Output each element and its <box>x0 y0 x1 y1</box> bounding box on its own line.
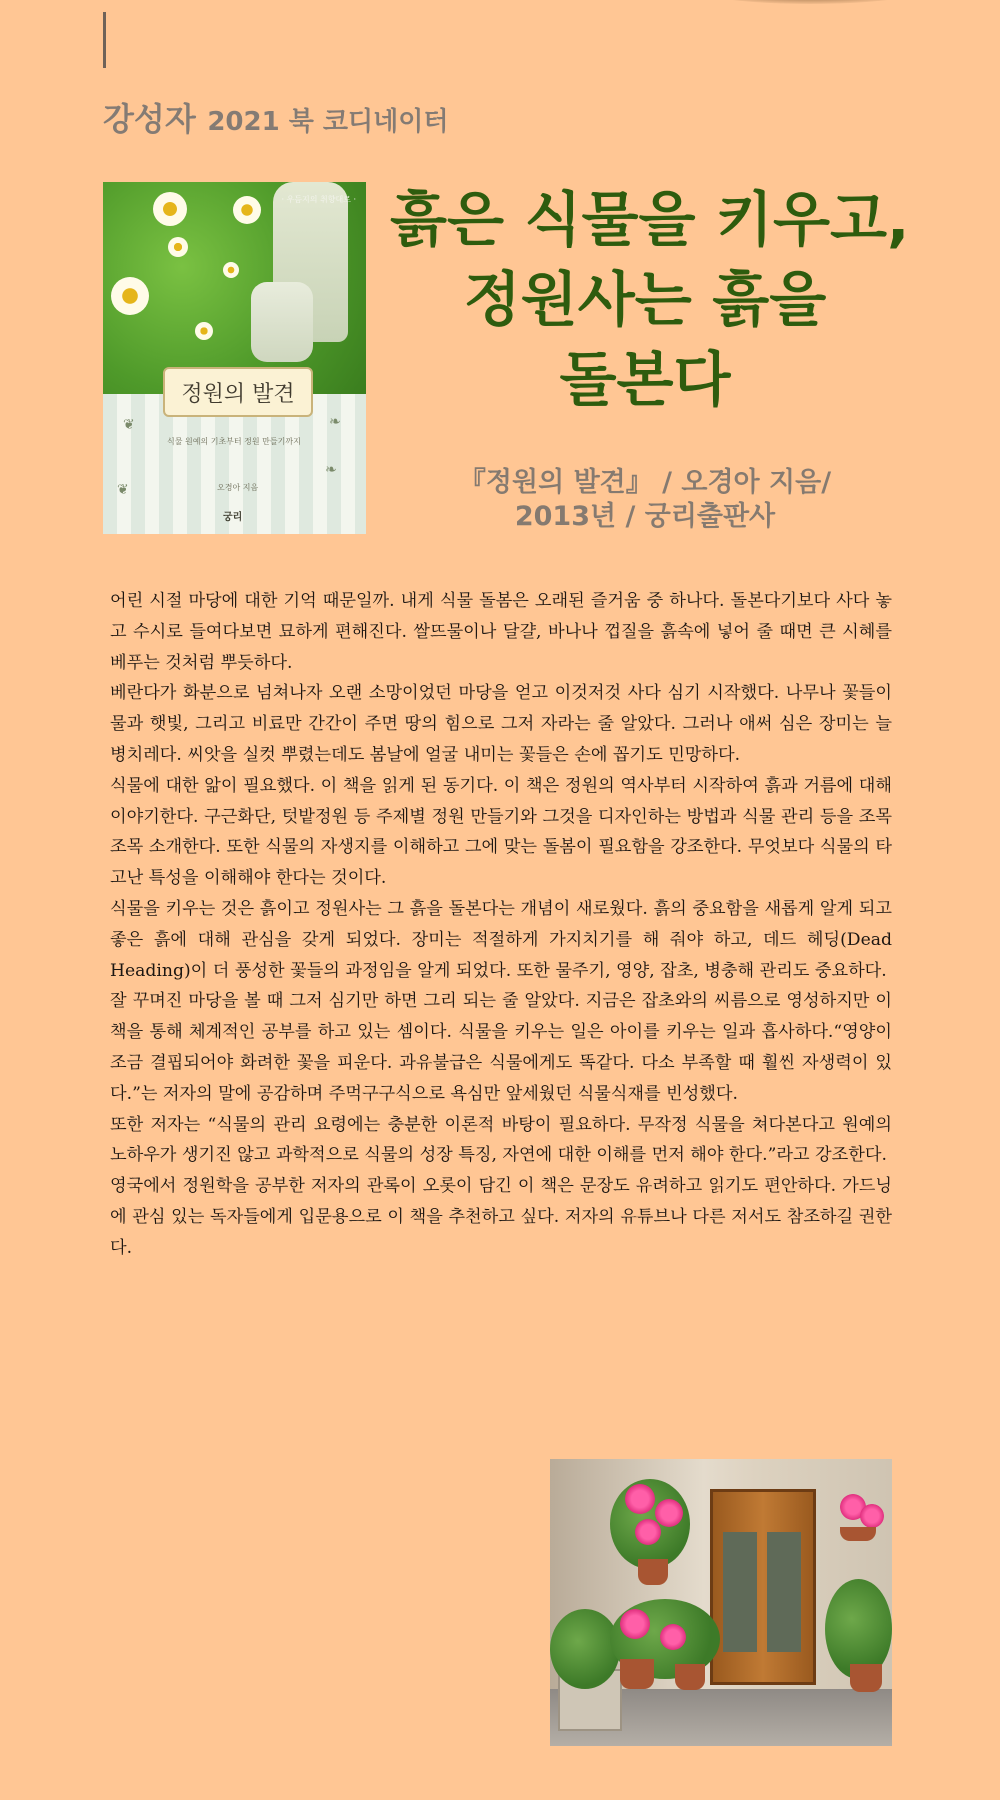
body-paragraph: 잘 꾸며진 마당을 볼 때 그저 심기만 하면 그리 되는 줄 알았다. 지금은 잡초와의 씨름으로 영성하지만 이 책을 통해 체계적인 공부를 하고 있는 셈이다. 식물을 키우는 일은 아이를 키우는 일과 흡사하다.“영양이 조금 결핍되어야 화려한 꽃을 피운다. 과유불급은 식물에게도 똑같다. 다소 부족할 때 훨씬 자생력이 있다.”는 저자의 말에 공감하며 주먹구구식으로 욕심만 앞세웠던 식물식재를 빈성했다. <box>110 991 892 1104</box>
photo-pot <box>840 1527 876 1541</box>
cover-flower <box>223 262 239 278</box>
cover-author: 오경아 지음 <box>217 483 259 492</box>
headline-line: 정원사는 흙을 <box>463 265 827 334</box>
cover-publisher: 궁리 <box>223 512 243 523</box>
book-info-line: 『정원의 발견』 / 오경아 지음/ <box>458 467 832 498</box>
article-headline <box>390 180 910 420</box>
photo-bloom <box>655 1499 683 1527</box>
garden-doorway-photo <box>550 1459 892 1746</box>
photo-bloom <box>860 1504 884 1528</box>
body-paragraph: 베란다가 화분으로 넘쳐나자 오랜 소망이었던 마당을 얻고 이것저것 사다 심기 시작했다. 나무나 꽃들이 물과 햇빛, 그리고 비료만 간간이 주면 땅의 힘으로 그저 자라는 줄 알았다. 그러나 애써 심은 장미는 늘 병치레다. 씨앗을 실컷 뿌렸는데도 봄날에 얼굴 내미는 꽃들은 손에 꼽기도 민망하다. <box>110 683 892 765</box>
body-paragraph: 식물에 대한 앎이 필요했다. 이 책을 읽게 된 동기다. 이 책은 정원의 역사부터 시작하여 흙과 거름에 대해 이야기한다. 구근화단, 텃밭정원 등 주제별 정원 만들기와 그것을 디자인하는 방법과 식물 관리 등을 조목조목 소개한다. 또한 식물의 자생지를 이해하고 그에 맞는 돌봄이 필요함을 강조한다. 무엇보다 식물의 타고난 특성을 이해해야 한다는 것이다. <box>110 775 892 889</box>
headline-line: 흙은 식물을 키우고, <box>390 185 910 254</box>
photo-pot <box>675 1664 705 1690</box>
author-credit <box>103 94 449 140</box>
photo-bloom <box>625 1484 655 1514</box>
cover-title: 정원의 발견 <box>163 367 313 417</box>
photo-bloom <box>635 1519 661 1545</box>
photo-pot <box>638 1559 668 1585</box>
cover-boot <box>251 282 313 362</box>
photo-bloom <box>620 1609 650 1639</box>
author-name: 강성자 <box>103 100 196 138</box>
headline-line: 돌본다 <box>559 345 731 414</box>
book-cover-image <box>103 182 366 534</box>
cover-leaf-icon: ❧ <box>325 462 337 478</box>
article-body <box>110 586 892 1264</box>
cover-flower <box>111 277 149 315</box>
photo-pot <box>850 1664 882 1692</box>
cover-flower <box>153 192 187 226</box>
cover-leaf-icon: ❧ <box>329 414 341 430</box>
body-paragraph: 영국에서 정원학을 공부한 저자의 관록이 오롯이 담긴 이 책은 문장도 유려하고 읽기도 편안하다. 가드닝에 관심 있는 독자들에게 입문용으로 이 책을 추천하고 싶다. 저자의 유튜브나 다른 저서도 참조하길 권한다. <box>110 1176 892 1258</box>
cover-flower <box>233 196 261 224</box>
top-decoration-shadow <box>690 0 930 4</box>
cover-leaf-icon: ❦ <box>123 417 135 433</box>
cover-flower <box>168 237 188 257</box>
photo-bloom <box>660 1624 686 1650</box>
body-paragraph: 또한 저자는 “식물의 관리 요령에는 충분한 이론적 바탕이 필요하다. 무작정 식물을 쳐다본다고 원예의 노하우가 생기진 않고 과학적으로 식물의 성장 특징, 자연에 대한 이해를 먼저 해야 한다.”라고 강조한다. <box>110 1114 892 1166</box>
photo-pot <box>620 1659 654 1689</box>
cover-leaf-icon: ❦ <box>117 482 129 498</box>
header-accent-line <box>103 12 106 68</box>
body-paragraph: 식물을 키우는 것은 흙이고 정원사는 그 흙을 돌본다는 개념이 새로웠다. 흙의 중요함을 새롭게 알게 되고 좋은 흙에 대해 관심을 갖게 되었다. 장미는 적절하게 가지치기를 해 줘야 하고, 데드 헤딩(Dead Heading)이 더 풍성한 꽃들의 과정임을 알게 되었다. 또한 물주기, 영양, 잡초, 병충해 관리도 중요하다. <box>110 898 892 981</box>
photo-bush <box>550 1609 620 1689</box>
cover-subtitle: 식물 원예의 기초부터 정원 만들기까지 <box>167 437 301 446</box>
photo-door-glass <box>723 1532 757 1652</box>
body-paragraph: 어린 시절 마당에 대한 기억 때문일까. 내게 식물 돌봄은 오래된 즐거움 중 하나다. 돌본다기보다 사다 놓고 수시로 들여다보면 묘하게 편해진다. 쌀뜨물이나 달걀, 바나나 껍질을 흙속에 넣어 줄 때면 큰 시혜를 베푸는 것처럼 뿌듯하다. <box>110 591 892 673</box>
photo-door-glass <box>767 1532 801 1652</box>
cover-flower <box>195 322 213 340</box>
cover-series: · 우듬지의 취향대로 · <box>281 195 356 204</box>
book-info <box>390 466 900 534</box>
book-info-line: 2013년 / 궁리출판사 <box>514 501 776 532</box>
photo-door <box>710 1489 816 1685</box>
author-role: 2021 북 코디네이터 <box>207 107 449 137</box>
